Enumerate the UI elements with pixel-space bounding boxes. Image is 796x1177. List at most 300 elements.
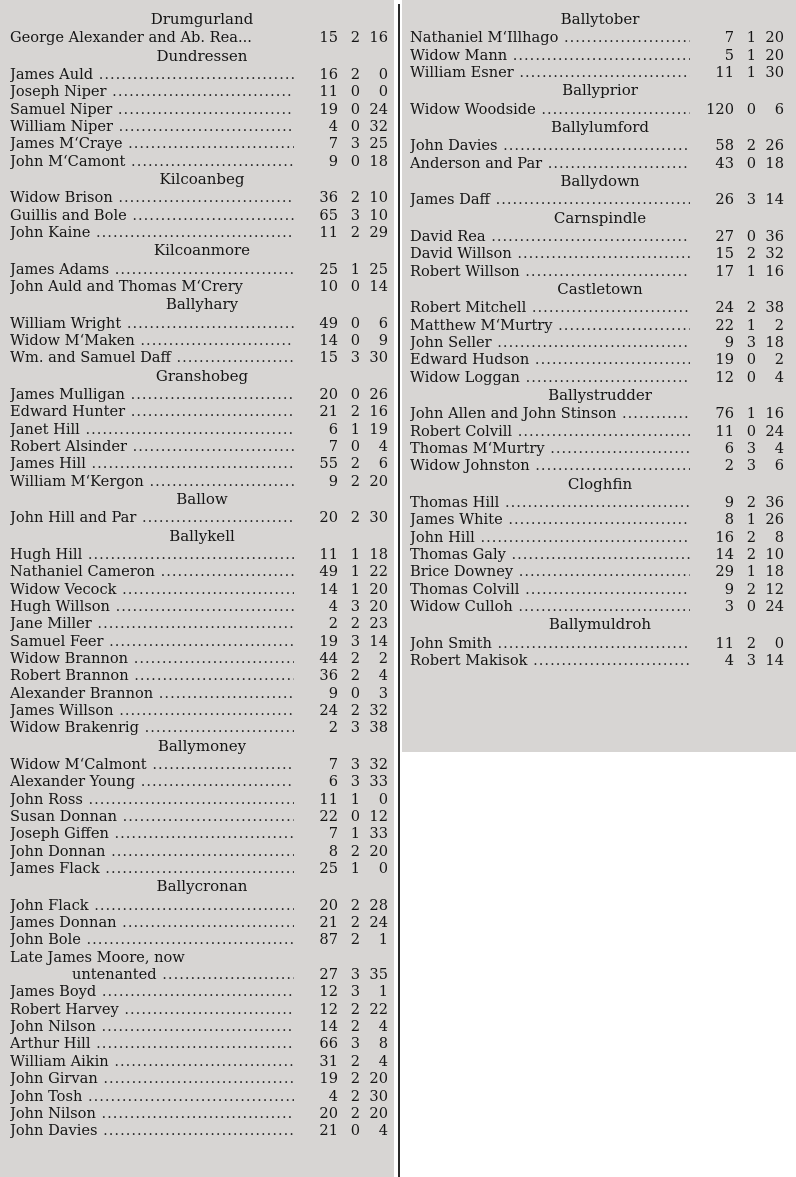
roods-value: 2 bbox=[350, 702, 360, 720]
tenant-row bbox=[410, 64, 784, 81]
roods-value: 3 bbox=[350, 719, 360, 737]
tenant-name: Anderson and Par ..... bbox=[410, 155, 690, 172]
tenant-row bbox=[410, 191, 784, 208]
perches-value: 22 bbox=[369, 1000, 388, 1018]
tenant-row bbox=[10, 1122, 388, 1139]
acres-value: 7 bbox=[328, 825, 338, 843]
tenant-row bbox=[10, 650, 388, 667]
tenant-row bbox=[10, 563, 388, 580]
tenant-row bbox=[10, 135, 388, 152]
roods-value: 3 bbox=[350, 1035, 360, 1053]
perches-value: 14 bbox=[369, 632, 388, 650]
acres-value: 19 bbox=[715, 351, 734, 369]
tenant-row bbox=[10, 1018, 388, 1035]
roods-value: 2 bbox=[746, 245, 756, 263]
tenant-name: John M‘Camont ..... bbox=[10, 153, 294, 170]
acres-value: 44 bbox=[319, 650, 338, 667]
perches-value: 4 bbox=[774, 368, 784, 386]
perches-value: 16 bbox=[765, 262, 784, 280]
perches-value: 0 bbox=[774, 634, 784, 652]
acres-value: 11 bbox=[319, 223, 338, 241]
tenant-name: David Rea ..... bbox=[410, 228, 690, 245]
roods-value: 0 bbox=[746, 597, 756, 615]
roods-value: 0 bbox=[350, 83, 360, 101]
roods-value: 1 bbox=[350, 860, 360, 878]
tenant-row bbox=[410, 652, 784, 669]
tenant-name: James Boyd ..... bbox=[10, 983, 294, 1000]
tenant-row bbox=[410, 529, 784, 546]
tenant-row bbox=[410, 228, 784, 245]
roods-value: 3 bbox=[350, 773, 360, 791]
perches-value: 29 bbox=[369, 223, 388, 241]
acres-value: 7 bbox=[328, 135, 338, 153]
acres-value: 9 bbox=[328, 684, 338, 702]
roods-value: 0 bbox=[746, 422, 756, 440]
perches-value: 20 bbox=[369, 842, 388, 860]
perches-value: 12 bbox=[369, 808, 388, 826]
perches-value: 16 bbox=[765, 405, 784, 423]
acres-value: 87 bbox=[319, 931, 338, 949]
perches-value: 33 bbox=[369, 825, 388, 843]
perches-value: 18 bbox=[765, 154, 784, 172]
roods-value: 0 bbox=[350, 385, 360, 403]
tenant-row bbox=[10, 403, 388, 420]
acres-value: 11 bbox=[715, 422, 734, 440]
tenant-row bbox=[10, 118, 388, 135]
roods-value: 3 bbox=[350, 756, 360, 774]
acres-value: 9 bbox=[328, 472, 338, 490]
roods-value: 2 bbox=[350, 403, 360, 421]
acres-value: 6 bbox=[724, 439, 734, 457]
perches-value: 32 bbox=[369, 702, 388, 720]
roods-value: 3 bbox=[746, 457, 756, 475]
tenant-name: John Bole ..... bbox=[10, 931, 294, 948]
tenant-row bbox=[10, 1001, 388, 1018]
roods-value: 1 bbox=[746, 405, 756, 423]
acres-value: 12 bbox=[319, 1000, 338, 1018]
acres-value: 55 bbox=[319, 455, 338, 473]
acres-value: 5 bbox=[724, 46, 734, 64]
roods-value: 0 bbox=[350, 437, 360, 455]
acres-value: 120 bbox=[706, 100, 734, 118]
perches-value: 36 bbox=[765, 227, 784, 245]
tenant-row bbox=[10, 386, 388, 403]
acres-value: 25 bbox=[319, 260, 338, 278]
roods-value: 2 bbox=[350, 650, 360, 667]
roods-value: 3 bbox=[746, 191, 756, 209]
acres-value: 49 bbox=[319, 314, 338, 332]
tenant-name: James Donnan ..... bbox=[10, 914, 294, 931]
roods-value: 2 bbox=[350, 1018, 360, 1036]
perches-value: 14 bbox=[369, 277, 388, 295]
townland-heading: Ballymuldroh bbox=[548, 615, 652, 634]
tenant-name: Widow Mann ..... bbox=[410, 47, 690, 64]
tenant-name: Robert Harvey ..... bbox=[10, 1001, 294, 1018]
tenant-name: James Hill ..... bbox=[10, 455, 294, 472]
tenant-row bbox=[10, 1105, 388, 1122]
tenant-row bbox=[10, 581, 388, 598]
roods-value: 0 bbox=[350, 1122, 360, 1140]
acres-value: 11 bbox=[715, 63, 734, 81]
tenant-name: James White ..... bbox=[410, 511, 690, 528]
tenant-name: William Wright ..... bbox=[10, 315, 294, 332]
tenant-name: Robert Makisok ..... bbox=[410, 652, 690, 669]
tenant-name: Alexander Young ..... bbox=[10, 773, 294, 790]
acres-value: 8 bbox=[328, 842, 338, 860]
tenant-row bbox=[410, 494, 784, 511]
tenant-name: Jane Miller ..... bbox=[10, 615, 294, 632]
tenant-name: John Flack ..... bbox=[10, 897, 294, 914]
perches-value: 16 bbox=[369, 403, 388, 421]
tenant-row bbox=[10, 633, 388, 650]
tenant-name: Samuel Niper ..... bbox=[10, 101, 294, 118]
tenant-row bbox=[10, 421, 388, 438]
tenant-row bbox=[410, 546, 784, 563]
tenant-row bbox=[10, 719, 388, 736]
tenant-row bbox=[410, 405, 784, 422]
tenant-name: Guillis and Bole ..... bbox=[10, 207, 294, 224]
roods-value: 2 bbox=[350, 914, 360, 932]
tenant-name: Janet Hill ..... bbox=[10, 421, 294, 438]
perches-value: 0 bbox=[378, 83, 388, 101]
roods-value: 2 bbox=[350, 472, 360, 490]
tenant-name: William Niper ..... bbox=[10, 118, 294, 135]
tenant-row bbox=[410, 245, 784, 262]
roods-value: 1 bbox=[350, 563, 360, 581]
townland-heading: Ballylumford bbox=[550, 117, 650, 136]
tenant-row bbox=[410, 47, 784, 64]
tenant-name: Nathaniel M‘Illhago ..... bbox=[410, 29, 690, 46]
acres-value: 9 bbox=[724, 493, 734, 511]
perches-value: 24 bbox=[369, 914, 388, 932]
acres-value: 11 bbox=[319, 790, 338, 808]
tenant-row bbox=[10, 83, 388, 100]
acres-value: 36 bbox=[319, 189, 338, 207]
tenant-name: Widow Brakenrig ..... bbox=[10, 719, 294, 736]
perches-value: 23 bbox=[369, 615, 388, 633]
perches-value: 22 bbox=[369, 563, 388, 581]
acres-value: 43 bbox=[715, 154, 734, 172]
perches-value: 30 bbox=[369, 509, 388, 527]
tenant-name: Thomas Galy ..... bbox=[410, 546, 690, 563]
roods-value: 1 bbox=[746, 46, 756, 64]
acres-value: 4 bbox=[328, 597, 338, 615]
perches-value: 26 bbox=[765, 511, 784, 529]
perches-value: 8 bbox=[378, 1035, 388, 1053]
tenant-name: James Willson ..... bbox=[10, 702, 294, 719]
acres-value: 26 bbox=[715, 191, 734, 209]
perches-value: 20 bbox=[765, 29, 784, 47]
acres-value: 4 bbox=[328, 117, 338, 135]
roods-value: 2 bbox=[746, 580, 756, 598]
perches-value: 38 bbox=[765, 299, 784, 317]
column-divider bbox=[398, 4, 400, 1177]
tenant-row bbox=[10, 101, 388, 118]
tenant-row bbox=[10, 29, 388, 46]
roods-value: 0 bbox=[350, 152, 360, 170]
acres-value: 65 bbox=[319, 206, 338, 224]
perches-value: 10 bbox=[369, 189, 388, 207]
tenant-name: Wm. and Samuel Daff ..... bbox=[10, 349, 294, 366]
roods-value: 0 bbox=[746, 351, 756, 369]
tenant-row bbox=[410, 317, 784, 334]
perches-value: 0 bbox=[378, 860, 388, 878]
acres-value: 7 bbox=[328, 756, 338, 774]
tenant-row bbox=[10, 189, 388, 206]
tenant-name: John Seller ..... bbox=[410, 334, 690, 351]
acres-value: 6 bbox=[328, 420, 338, 438]
townland-heading: Ballydown bbox=[560, 171, 640, 190]
tenant-row bbox=[410, 369, 784, 386]
tenant-name: David Willson ..... bbox=[410, 245, 690, 262]
right-column bbox=[410, 10, 784, 669]
tenant-name: John Hill and Par ..... bbox=[10, 509, 294, 526]
tenant-name: William Esner ..... bbox=[410, 64, 690, 81]
perches-value: 30 bbox=[369, 1087, 388, 1105]
roods-value: 2 bbox=[350, 189, 360, 207]
perches-value: 4 bbox=[378, 1052, 388, 1070]
tenant-row bbox=[10, 914, 388, 931]
roods-value: 2 bbox=[350, 842, 360, 860]
tenant-name: Widow Vecock ..... bbox=[10, 581, 294, 598]
tenant-row bbox=[410, 511, 784, 528]
townland-heading: Ballyprior bbox=[562, 81, 638, 100]
perches-value: 26 bbox=[765, 137, 784, 155]
roods-value: 1 bbox=[746, 511, 756, 529]
tenant-name: John Auld and Thomas M‘Crery bbox=[10, 277, 243, 295]
perches-value: 18 bbox=[765, 563, 784, 581]
tenant-row bbox=[10, 509, 388, 526]
tenant-name: Robert Brannon ..... bbox=[10, 667, 294, 684]
acres-value: 19 bbox=[319, 1070, 338, 1088]
roods-value: 1 bbox=[746, 563, 756, 581]
perches-value: 14 bbox=[765, 191, 784, 209]
tenant-name: Thomas M‘Murtry ..... bbox=[410, 440, 690, 457]
tenant-row bbox=[410, 334, 784, 351]
acres-value: 19 bbox=[319, 632, 338, 650]
tenant-name: John Tosh ..... bbox=[10, 1088, 294, 1105]
roods-value: 0 bbox=[350, 331, 360, 349]
acres-value: 9 bbox=[724, 580, 734, 598]
perches-value: 12 bbox=[765, 580, 784, 598]
roods-value: 3 bbox=[746, 333, 756, 351]
tenant-row bbox=[10, 455, 388, 472]
tenant-name: James M‘Craye ..... bbox=[10, 135, 294, 152]
tenant-row bbox=[410, 299, 784, 316]
tenant-name: Widow Woodside ..... bbox=[410, 101, 690, 118]
acres-value: 21 bbox=[319, 403, 338, 421]
tenant-row bbox=[10, 66, 388, 83]
tenant-name: Widow Brison ..... bbox=[10, 189, 294, 206]
tenant-row bbox=[10, 791, 388, 808]
roods-value: 1 bbox=[350, 790, 360, 808]
tenant-row bbox=[10, 473, 388, 490]
tenant-name: Edward Hudson ..... bbox=[410, 351, 690, 368]
roods-value: 0 bbox=[746, 227, 756, 245]
roods-value: 0 bbox=[746, 368, 756, 386]
tenant-row bbox=[10, 1035, 388, 1052]
tenant-row bbox=[10, 1088, 388, 1105]
tenant-row bbox=[10, 860, 388, 877]
tenant-row bbox=[10, 843, 388, 860]
acres-value: 19 bbox=[319, 100, 338, 118]
perches-value: 38 bbox=[369, 719, 388, 737]
acres-value: 20 bbox=[319, 1104, 338, 1122]
tenant-row bbox=[410, 155, 784, 172]
tenant-name: Widow Johnston ..... bbox=[410, 457, 690, 474]
perches-value: 2 bbox=[774, 351, 784, 369]
tenant-row bbox=[10, 667, 388, 684]
tenant-name: Thomas Colvill ..... bbox=[410, 581, 690, 598]
roods-value: 2 bbox=[350, 29, 360, 47]
roods-value: 3 bbox=[350, 632, 360, 650]
perches-value: 2 bbox=[774, 316, 784, 334]
roods-value: 2 bbox=[350, 1052, 360, 1070]
tenant-name: Brice Downey ..... bbox=[410, 563, 690, 580]
perches-value: 24 bbox=[765, 422, 784, 440]
roods-value: 2 bbox=[350, 1087, 360, 1105]
tenant-name: Widow Loggan ..... bbox=[410, 369, 690, 386]
acres-value: 14 bbox=[319, 331, 338, 349]
roods-value: 1 bbox=[350, 260, 360, 278]
acres-value: 27 bbox=[715, 227, 734, 245]
perches-value: 18 bbox=[369, 545, 388, 563]
townland-heading: Cloghfin bbox=[567, 474, 633, 493]
roods-value: 2 bbox=[746, 528, 756, 546]
tenant-row bbox=[10, 773, 388, 790]
tenant-name: Nathaniel Cameron ..... bbox=[10, 563, 294, 580]
tenant-name: James Adams ..... bbox=[10, 261, 294, 278]
roods-value: 2 bbox=[350, 223, 360, 241]
perches-value: 20 bbox=[369, 1104, 388, 1122]
tenant-name: John Donnan ..... bbox=[10, 843, 294, 860]
tenant-name: Late James Moore, now bbox=[10, 948, 185, 966]
roods-value: 2 bbox=[350, 1104, 360, 1122]
acres-value: 24 bbox=[319, 702, 338, 720]
roods-value: 3 bbox=[350, 597, 360, 615]
tenant-row bbox=[10, 756, 388, 773]
tenant-name: John Hill ..... bbox=[410, 529, 690, 546]
roods-value: 1 bbox=[350, 420, 360, 438]
tenant-name: Samuel Feer ..... bbox=[10, 633, 294, 650]
acres-value: 36 bbox=[319, 667, 338, 685]
roods-value: 2 bbox=[746, 545, 756, 563]
acres-value: 21 bbox=[319, 914, 338, 932]
tenant-name: Alexander Brannon ..... bbox=[10, 685, 294, 702]
tenant-row bbox=[10, 438, 388, 455]
acres-value: 2 bbox=[328, 719, 338, 737]
tenant-name: James Flack ..... bbox=[10, 860, 294, 877]
tenant-name: Robert Colvill ..... bbox=[410, 423, 690, 440]
perches-value: 35 bbox=[369, 966, 388, 984]
townland-heading: Ballycronan bbox=[156, 877, 248, 896]
tenant-name: James Mulligan ..... bbox=[10, 386, 294, 403]
acres-value: 22 bbox=[319, 808, 338, 826]
acres-value: 24 bbox=[715, 299, 734, 317]
perches-value: 24 bbox=[765, 597, 784, 615]
acres-value: 15 bbox=[715, 245, 734, 263]
acres-value: 76 bbox=[715, 405, 734, 423]
roods-value: 2 bbox=[350, 931, 360, 949]
perches-value: 10 bbox=[765, 545, 784, 563]
tenant-row bbox=[410, 101, 784, 118]
tenant-row bbox=[10, 949, 388, 966]
roods-value: 1 bbox=[746, 262, 756, 280]
roods-value: 0 bbox=[350, 117, 360, 135]
roods-value: 2 bbox=[746, 493, 756, 511]
tenant-name: Arthur Hill ..... bbox=[10, 1035, 294, 1052]
tenant-name: Widow M‘Calmont ..... bbox=[10, 756, 294, 773]
tenant-row bbox=[10, 983, 388, 1000]
townland-heading: Kilcoanbeg bbox=[159, 170, 245, 188]
roods-value: 1 bbox=[350, 580, 360, 598]
perches-value: 20 bbox=[765, 46, 784, 64]
acres-value: 22 bbox=[715, 316, 734, 334]
tenant-name: Susan Donnan ..... bbox=[10, 808, 294, 825]
roods-value: 3 bbox=[350, 349, 360, 367]
perches-value: 32 bbox=[369, 756, 388, 774]
acres-value: 2 bbox=[724, 457, 734, 475]
tenant-row bbox=[410, 263, 784, 280]
tenant-row bbox=[410, 29, 784, 46]
left-column bbox=[10, 10, 388, 1140]
tenant-row bbox=[10, 615, 388, 632]
tenant-row bbox=[10, 332, 388, 349]
tenant-name: Hugh Willson ..... bbox=[10, 598, 294, 615]
tenant-row bbox=[410, 423, 784, 440]
roods-value: 3 bbox=[350, 966, 360, 984]
perches-value: 25 bbox=[369, 260, 388, 278]
tenant-row bbox=[10, 315, 388, 332]
tenant-name: John Allen and John Stinson ..... bbox=[410, 405, 690, 422]
tenant-name: William Aikin ..... bbox=[10, 1053, 294, 1070]
tenant-name: John Kaine ..... bbox=[10, 224, 294, 241]
tenant-row bbox=[10, 897, 388, 914]
tenant-name: John Davies ..... bbox=[10, 1122, 294, 1139]
roods-value: 1 bbox=[350, 545, 360, 563]
perches-value: 32 bbox=[369, 117, 388, 135]
perches-value: 9 bbox=[378, 331, 388, 349]
tenant-row bbox=[10, 808, 388, 825]
roods-value: 3 bbox=[350, 983, 360, 1001]
roods-value: 3 bbox=[350, 135, 360, 153]
roods-value: 2 bbox=[746, 299, 756, 317]
acres-value: 29 bbox=[715, 563, 734, 581]
tenant-name: Robert Mitchell ..... bbox=[410, 299, 690, 316]
perches-value: 6 bbox=[378, 455, 388, 473]
tenant-name: Hugh Hill ..... bbox=[10, 546, 294, 563]
acres-value: 58 bbox=[715, 137, 734, 155]
townland-heading: Ballystrudder bbox=[548, 385, 652, 404]
tenant-row bbox=[410, 635, 784, 652]
acres-value: 12 bbox=[319, 983, 338, 1001]
perches-value: 14 bbox=[765, 651, 784, 669]
roods-value: 2 bbox=[350, 65, 360, 83]
perches-value: 8 bbox=[774, 528, 784, 546]
roods-value: 2 bbox=[350, 667, 360, 685]
perches-value: 20 bbox=[369, 597, 388, 615]
roods-value: 1 bbox=[746, 29, 756, 47]
tenant-row bbox=[10, 153, 388, 170]
roods-value: 0 bbox=[746, 154, 756, 172]
acres-value: 8 bbox=[724, 511, 734, 529]
tenant-row bbox=[10, 278, 388, 295]
perches-value: 6 bbox=[378, 314, 388, 332]
perches-value: 24 bbox=[369, 100, 388, 118]
tenant-name: Widow M‘Maken ..... bbox=[10, 332, 294, 349]
tenant-row bbox=[10, 207, 388, 224]
perches-value: 20 bbox=[369, 472, 388, 490]
